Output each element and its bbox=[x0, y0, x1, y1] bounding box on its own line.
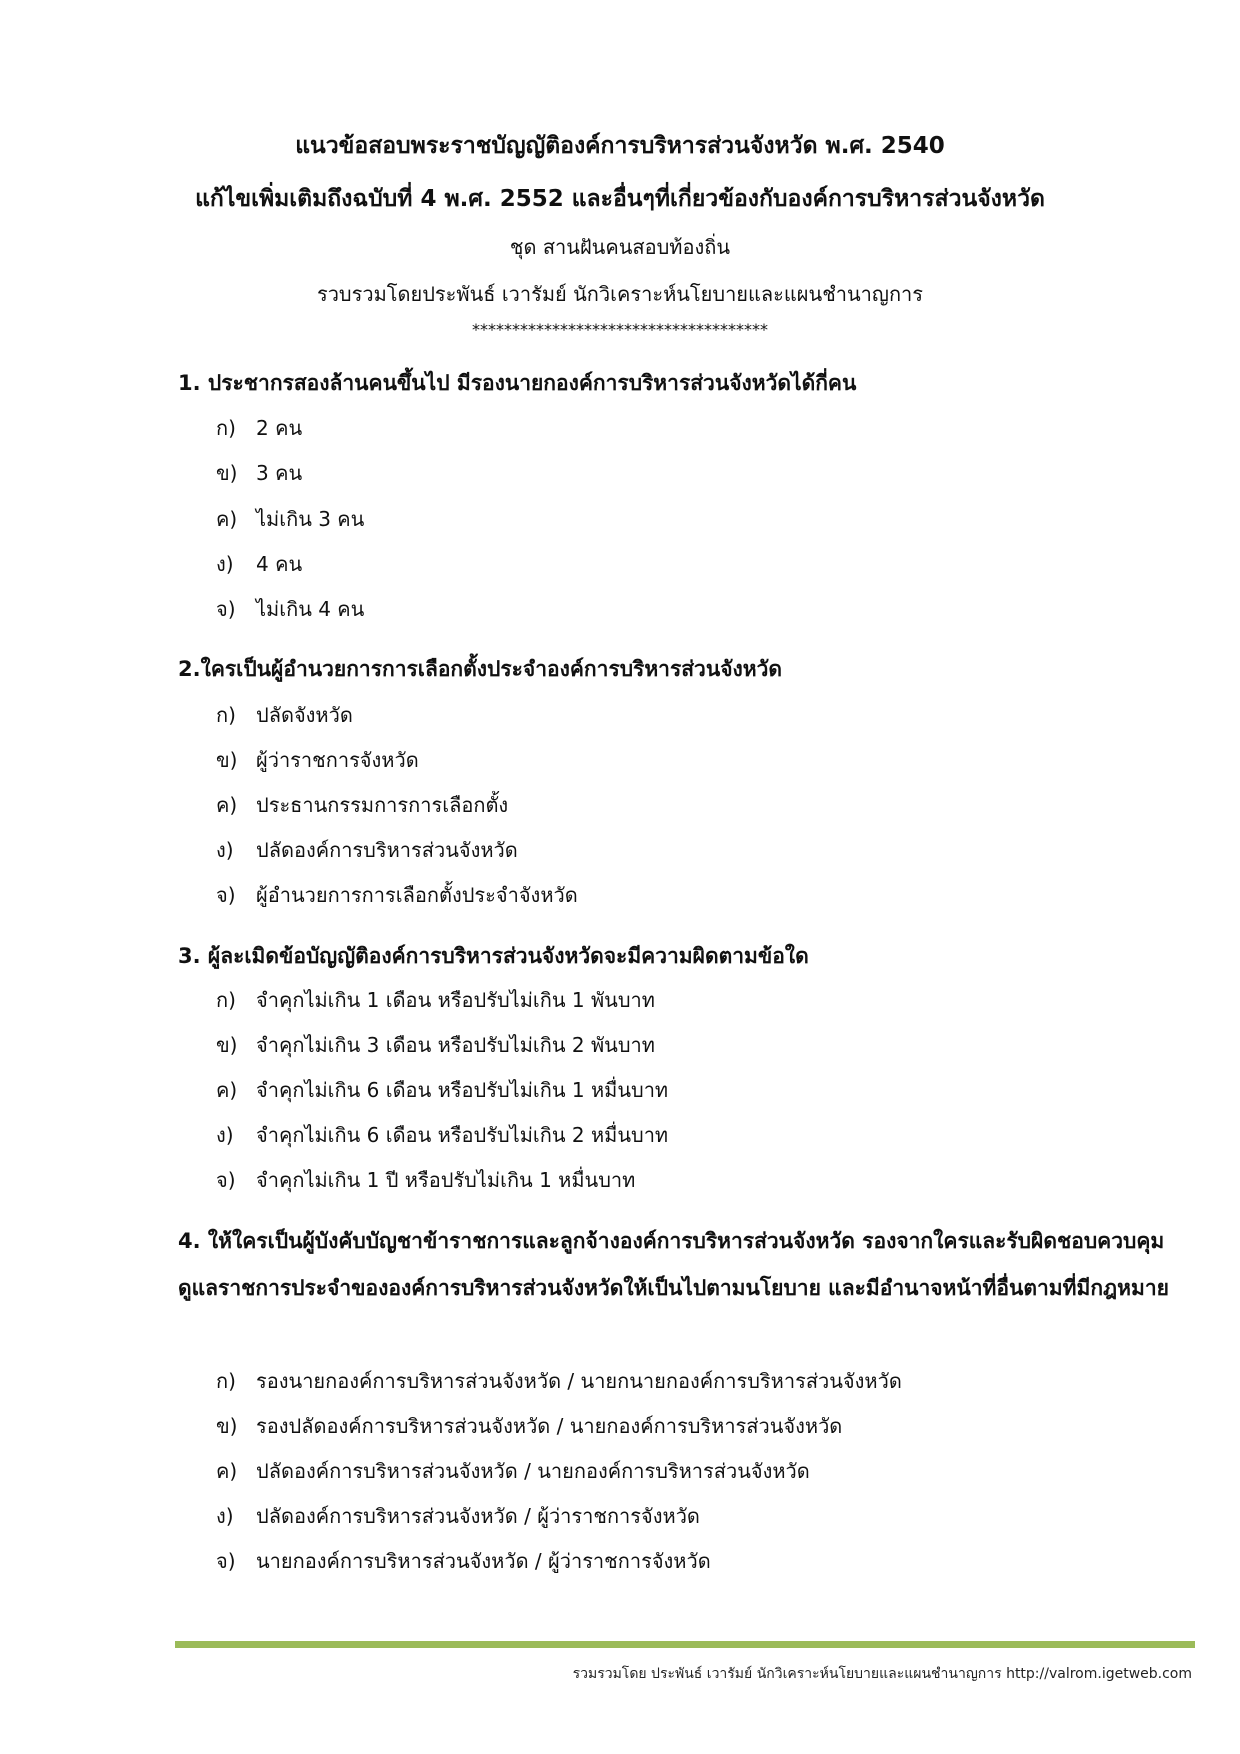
compiler-line: รวบรวมโดยประพันธ์ เวารัมย์ นักวิเคราะห์นโยบายและแผนชำนาญการ bbox=[316, 282, 924, 306]
answer-option bbox=[216, 738, 419, 783]
answer-option bbox=[216, 1539, 711, 1584]
answer-option bbox=[216, 1404, 842, 1449]
option-text: ปลัดองค์การบริหารส่วนจังหวัด bbox=[256, 838, 518, 862]
option-text: ปลัดองค์การบริหารส่วนจังหวัด / นายกองค์การบริหารส่วนจังหวัด bbox=[256, 1459, 810, 1483]
option-label: ก) bbox=[216, 988, 236, 1012]
option-label: จ) bbox=[216, 597, 236, 621]
document-title-line1: แนวข้อสอบพระราชบัญญัติองค์การบริหารส่วนจังหวัด พ.ศ. 2540 bbox=[295, 133, 945, 159]
option-text: 4 คน bbox=[256, 552, 303, 576]
answer-option bbox=[216, 542, 302, 587]
question-text: 2.ใครเป็นผู้อำนวยการการเลือกตั้งประจำองค์การบริหารส่วนจังหวัด bbox=[178, 657, 783, 681]
option-text: ประธานกรรมการการเลือกตั้ง bbox=[256, 793, 509, 817]
question-text: 1. ประชากรสองล้านคนขึ้นไป มีรองนายกองค์การบริหารส่วนจังหวัดได้กี่คน bbox=[178, 371, 857, 395]
option-text: จำคุกไม่เกิน 1 ปี หรือปรับไม่เกิน 1 หมื่นบาท bbox=[256, 1168, 636, 1192]
option-label: ง) bbox=[216, 1123, 234, 1147]
option-text: ผู้ว่าราชการจังหวัด bbox=[256, 748, 419, 772]
option-text: ไม่เกิน 3 คน bbox=[256, 507, 365, 531]
answer-option bbox=[216, 828, 518, 873]
option-text: ไม่เกิน 4 คน bbox=[256, 597, 365, 621]
question-text: 4. ให้ใครเป็นผู้บังคับบัญชาข้าราชการและลูกจ้างองค์การบริหารส่วนจังหวัด รองจากใครและรับผิดชอบควบคุมดูแลราชการประจำขององค์การบริหารส่วนจังหวัดให้เป็นไปตามนโยบาย และมีอำนาจหน้าที่อื่นตามที่มีกฎหมาย bbox=[178, 1229, 1169, 1300]
answer-option bbox=[216, 693, 353, 738]
answer-option bbox=[216, 978, 655, 1023]
option-label: ข) bbox=[216, 461, 238, 485]
answer-option bbox=[216, 873, 578, 918]
footer-rule bbox=[175, 1641, 1195, 1648]
option-label: ก) bbox=[216, 416, 236, 440]
option-label: ก) bbox=[216, 1369, 236, 1393]
answer-option bbox=[216, 1449, 810, 1494]
option-label: ค) bbox=[216, 793, 238, 817]
answer-option bbox=[216, 451, 302, 496]
option-text: นายกองค์การบริหารส่วนจังหวัด / ผู้ว่าราชการจังหวัด bbox=[256, 1549, 711, 1573]
option-text: จำคุกไม่เกิน 3 เดือน หรือปรับไม่เกิน 2 พันบาท bbox=[256, 1033, 655, 1057]
option-text: ปลัดองค์การบริหารส่วนจังหวัด / ผู้ว่าราชการจังหวัด bbox=[256, 1504, 700, 1528]
answer-option bbox=[216, 587, 364, 632]
answer-option bbox=[216, 1494, 700, 1539]
option-label: ก) bbox=[216, 703, 236, 727]
option-text: จำคุกไม่เกิน 1 เดือน หรือปรับไม่เกิน 1 พันบาท bbox=[256, 988, 655, 1012]
option-text: รองปลัดองค์การบริหารส่วนจังหวัด / นายกองค์การบริหารส่วนจังหวัด bbox=[256, 1414, 843, 1438]
option-text: 3 คน bbox=[256, 461, 303, 485]
option-label: ข) bbox=[216, 1414, 238, 1438]
option-text: รองนายกองค์การบริหารส่วนจังหวัด / นายกนายกองค์การบริหารส่วนจังหวัด bbox=[256, 1369, 902, 1393]
option-label: จ) bbox=[216, 883, 236, 907]
option-text: จำคุกไม่เกิน 6 เดือน หรือปรับไม่เกิน 1 หมื่นบาท bbox=[256, 1078, 669, 1102]
option-label: จ) bbox=[216, 1168, 236, 1192]
separator-stars: ************************************* bbox=[472, 320, 768, 339]
answer-option bbox=[216, 497, 364, 542]
answer-option bbox=[216, 406, 302, 451]
option-text: 2 คน bbox=[256, 416, 303, 440]
option-label: ง) bbox=[216, 1504, 234, 1528]
option-label: ข) bbox=[216, 1033, 238, 1057]
option-label: ง) bbox=[216, 552, 234, 576]
option-label: ข) bbox=[216, 748, 238, 772]
question-text: 3. ผู้ละเมิดข้อบัญญัติองค์การบริหารส่วนจังหวัดจะมีความผิดตามข้อใด bbox=[178, 944, 809, 968]
option-label: จ) bbox=[216, 1549, 236, 1573]
answer-option bbox=[216, 1359, 902, 1404]
footer-text: รวมรวมโดย ประพันธ์ เวารัมย์ นักวิเคราะห์นโยบายและแผนชำนาญการ http://valrom.igetweb.com bbox=[572, 1666, 1192, 1682]
series-name: ชุด สานฝันคนสอบท้องถิ่น bbox=[509, 235, 731, 259]
option-label: ค) bbox=[216, 507, 238, 531]
option-label: ง) bbox=[216, 838, 234, 862]
option-text: ผู้อำนวยการการเลือกตั้งประจำจังหวัด bbox=[256, 883, 578, 907]
answer-option bbox=[216, 1023, 655, 1068]
answer-option bbox=[216, 1068, 668, 1113]
answer-option bbox=[216, 1158, 635, 1203]
answer-option bbox=[216, 1113, 668, 1158]
option-label: ค) bbox=[216, 1459, 238, 1483]
option-text: ปลัดจังหวัด bbox=[256, 703, 353, 727]
answer-option bbox=[216, 783, 508, 828]
document-title-line2: แก้ไขเพิ่มเติมถึงฉบับที่ 4 พ.ศ. 2552 และอื่นๆที่เกี่ยวข้องกับองค์การบริหารส่วนจังหวัด bbox=[195, 186, 1045, 212]
option-text: จำคุกไม่เกิน 6 เดือน หรือปรับไม่เกิน 2 หมื่นบาท bbox=[256, 1123, 669, 1147]
option-label: ค) bbox=[216, 1078, 238, 1102]
